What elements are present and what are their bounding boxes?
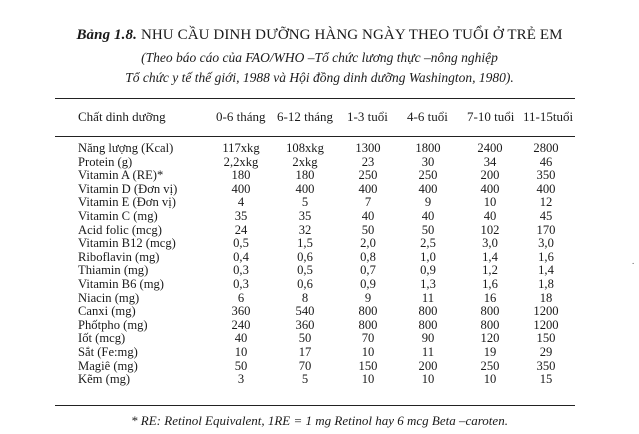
value-cell: 35 [298, 208, 312, 223]
value-cell: 40 [234, 331, 248, 346]
value-cell: 17 [298, 344, 312, 359]
value-cell: 0,9 [360, 276, 376, 291]
margin-mark: . [632, 256, 635, 266]
value-cell: 1,4 [482, 249, 498, 264]
header-age-4-6-years: 4-6 tuổi [407, 109, 448, 124]
nutrient-name-cell: Vitamin B6 (mg) [78, 276, 164, 291]
table-header-rule [55, 136, 575, 137]
value-cell: 800 [358, 317, 378, 332]
table-title [0, 26, 639, 44]
value-cell: 29 [539, 344, 553, 359]
value-cell: 30 [421, 154, 435, 169]
value-cell: 120 [480, 331, 500, 346]
value-cell: 70 [361, 331, 375, 346]
table-row [0, 332, 639, 346]
value-cell: 3,0 [538, 236, 554, 251]
table-row [0, 360, 639, 374]
value-cell: 800 [418, 304, 438, 319]
value-cell: 170 [536, 222, 556, 237]
value-cell: 10 [361, 344, 375, 359]
value-cell: 32 [298, 222, 312, 237]
header-age-1-3-years: 1-3 tuổi [347, 109, 388, 124]
value-cell: 200 [418, 358, 438, 373]
table-row [0, 292, 639, 306]
value-cell: 400 [231, 181, 251, 196]
nutrient-name-cell: Vitamin C (mg) [78, 208, 158, 223]
value-cell: 16 [483, 290, 497, 305]
value-cell: 10 [483, 195, 497, 210]
value-cell: 10 [361, 372, 375, 387]
value-cell: 9 [424, 195, 432, 210]
value-cell: 150 [536, 331, 556, 346]
value-cell: 2xkg [292, 154, 318, 169]
value-cell: 50 [298, 331, 312, 346]
value-cell: 3,0 [482, 236, 498, 251]
value-cell: 360 [231, 304, 251, 319]
value-cell: 400 [480, 181, 500, 196]
table-top-rule [55, 98, 575, 99]
value-cell: 50 [234, 358, 248, 373]
value-cell: 2400 [477, 141, 503, 155]
value-cell: 0,6 [297, 276, 313, 291]
value-cell: 1,0 [420, 249, 436, 264]
value-cell: 1200 [533, 304, 559, 319]
value-cell: 400 [358, 181, 378, 196]
nutrient-name-cell: Protein (g) [78, 154, 133, 169]
value-cell: 540 [295, 304, 315, 319]
value-cell: 1,2 [482, 263, 498, 278]
subtitle-line-1: (Theo báo cáo của FAO/WHO –Tổ chức lương thực –nông nghiệp [141, 50, 498, 65]
header-age-0-6-months: 0-6 tháng [216, 109, 266, 124]
value-cell: 117xkg [222, 141, 260, 155]
value-cell: 0,8 [360, 249, 376, 264]
value-cell: 1,5 [297, 236, 313, 251]
value-cell: 50 [421, 222, 435, 237]
value-cell: 1,6 [482, 276, 498, 291]
value-cell: 40 [421, 208, 435, 223]
value-cell: 0,4 [233, 249, 249, 264]
value-cell: 10 [483, 372, 497, 387]
value-cell: 5 [301, 372, 309, 387]
nutrient-name-cell: Vitamin A (RE)* [78, 168, 164, 183]
value-cell: 250 [480, 358, 500, 373]
value-cell: 18 [539, 290, 553, 305]
footnote: * RE: Retinol Equivalent, 1RE = 1 mg Retinol hay 6 mcg Beta –caroten. [131, 413, 508, 428]
table-row [0, 346, 639, 360]
value-cell: 7 [364, 195, 372, 210]
subtitle-line-2: Tổ chức y tế thế giới, 1988 và Hội đồng dinh dưỡng Washington, 1980). [125, 70, 514, 85]
value-cell: 70 [298, 358, 312, 373]
table-number: Bảng 1.8. [76, 27, 137, 43]
value-cell: 250 [418, 168, 438, 183]
value-cell: 19 [483, 344, 497, 359]
value-cell: 8 [301, 290, 309, 305]
value-cell: 90 [421, 331, 435, 346]
value-cell: 1200 [533, 317, 559, 332]
value-cell: 800 [480, 304, 500, 319]
value-cell: 180 [295, 168, 315, 183]
header-age-6-12-months: 6-12 tháng [277, 109, 333, 124]
table-row [0, 251, 639, 265]
value-cell: 0,7 [360, 263, 376, 278]
table-row [0, 169, 639, 183]
nutrient-name-cell: Vitamin E (Đơn vị) [78, 195, 176, 210]
value-cell: 11 [421, 290, 435, 305]
nutrient-name-cell: Năng lượng (Kcal) [78, 141, 174, 155]
value-cell: 250 [358, 168, 378, 183]
value-cell: 35 [234, 208, 248, 223]
header-nutrient: Chất dinh dưỡng [78, 109, 166, 124]
nutrient-name-cell: Niacin (mg) [78, 290, 140, 305]
value-cell: 108xkg [286, 141, 324, 155]
value-cell: 1,3 [420, 276, 436, 291]
table-row [0, 196, 639, 210]
table-row [0, 156, 639, 170]
value-cell: 2,2xkg [223, 154, 259, 169]
nutrient-name-cell: Vitamin B12 (mcg) [78, 236, 176, 251]
value-cell: 360 [295, 317, 315, 332]
value-cell: 1800 [415, 141, 441, 155]
value-cell: 150 [358, 358, 378, 373]
table-row [0, 237, 639, 251]
nutrient-name-cell: Canxi (mg) [78, 304, 136, 319]
value-cell: 40 [361, 208, 375, 223]
nutrient-name-cell: Sắt (Fe:mg) [78, 344, 138, 359]
nutrient-name-cell: Iốt (mcg) [78, 331, 126, 346]
value-cell: 40 [483, 208, 497, 223]
value-cell: 11 [421, 344, 435, 359]
value-cell: 46 [539, 154, 553, 169]
value-cell: 10 [234, 344, 248, 359]
value-cell: 400 [295, 181, 315, 196]
table-row [0, 305, 639, 319]
value-cell: 0,5 [297, 263, 313, 278]
value-cell: 6 [237, 290, 245, 305]
value-cell: 0,3 [233, 263, 249, 278]
value-cell: 400 [536, 181, 556, 196]
value-cell: 10 [421, 372, 435, 387]
table-row [0, 183, 639, 197]
value-cell: 2800 [533, 141, 559, 155]
nutrient-name-cell: Magiê (mg) [78, 358, 138, 373]
table-bottom-rule [55, 405, 575, 406]
value-cell: 200 [480, 168, 500, 183]
table-body [0, 142, 639, 387]
table-row [0, 210, 639, 224]
value-cell: 800 [480, 317, 500, 332]
value-cell: 9 [364, 290, 372, 305]
value-cell: 800 [418, 317, 438, 332]
value-cell: 45 [539, 208, 553, 223]
value-cell: 1,6 [538, 249, 554, 264]
value-cell: 34 [483, 154, 497, 169]
value-cell: 350 [536, 168, 556, 183]
nutrient-name-cell: Kẽm (mg) [78, 372, 131, 387]
value-cell: 0,3 [233, 276, 249, 291]
value-cell: 400 [418, 181, 438, 196]
value-cell: 1,8 [538, 276, 554, 291]
nutrient-name-cell: Riboflavin (mg) [78, 249, 160, 264]
table-row [0, 142, 639, 156]
value-cell: 15 [539, 372, 553, 387]
value-cell: 4 [237, 195, 245, 210]
header-age-11-15-years: 11-15tuổi [523, 109, 574, 124]
value-cell: 23 [361, 154, 375, 169]
value-cell: 0,9 [420, 263, 436, 278]
nutrient-name-cell: Vitamin D (Đơn vị) [78, 181, 178, 196]
value-cell: 240 [231, 317, 251, 332]
table-row [0, 319, 639, 333]
value-cell: 1300 [355, 141, 381, 155]
nutrient-name-cell: Thiamin (mg) [78, 263, 149, 278]
value-cell: 350 [536, 358, 556, 373]
table-title-text: NHU CẦU DINH DƯỠNG HÀNG NGÀY THEO TUỔI Ở TRẺ EM [140, 27, 563, 43]
value-cell: 2,0 [360, 236, 376, 251]
value-cell: 3 [237, 372, 245, 387]
nutrient-name-cell: Acid folic (mcg) [78, 222, 162, 237]
value-cell: 50 [361, 222, 375, 237]
value-cell: 0,6 [297, 249, 313, 264]
table-row [0, 224, 639, 238]
value-cell: 12 [539, 195, 553, 210]
table-row [0, 278, 639, 292]
table-row [0, 373, 639, 387]
value-cell: 180 [231, 168, 251, 183]
header-age-7-10-years: 7-10 tuổi [467, 109, 515, 124]
value-cell: 1,4 [538, 263, 554, 278]
value-cell: 5 [301, 195, 309, 210]
value-cell: 24 [234, 222, 248, 237]
table-row [0, 264, 639, 278]
value-cell: 102 [480, 222, 500, 237]
value-cell: 0,5 [233, 236, 249, 251]
value-cell: 800 [358, 304, 378, 319]
value-cell: 2,5 [420, 236, 436, 251]
nutrient-name-cell: Phốtpho (mg) [78, 317, 148, 332]
